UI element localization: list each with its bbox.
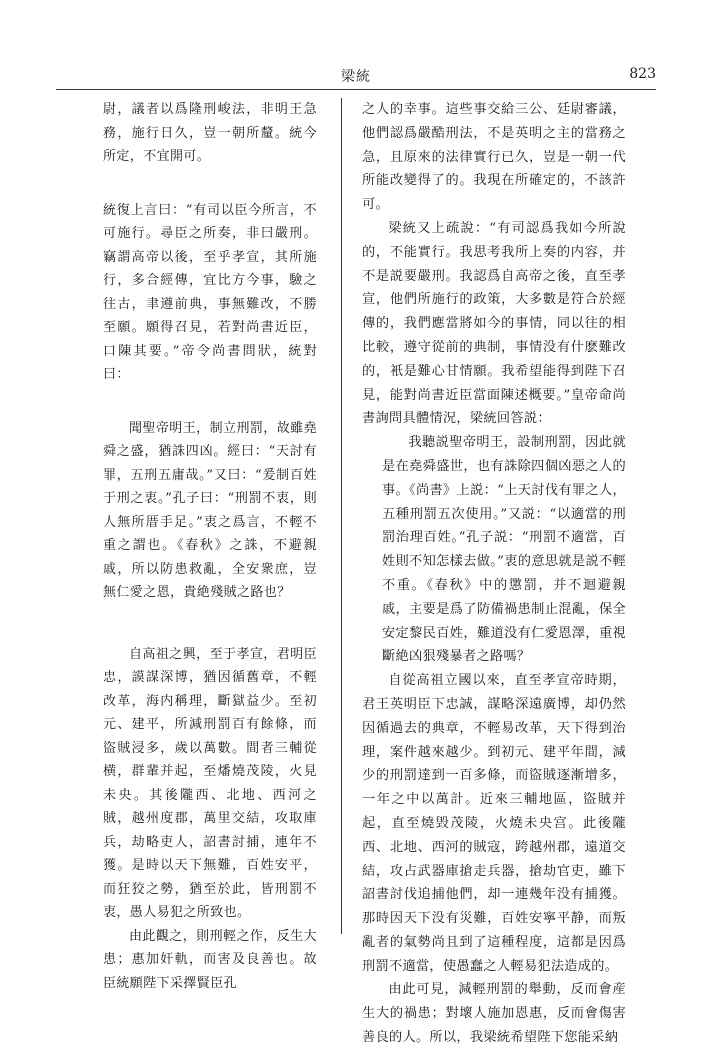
column-divider xyxy=(341,98,342,934)
classical-paragraph-1: 尉，議者以爲隆刑峻法，非明王急務，施行日久，豈一朝所釐。統今所定，不宜開可。 xyxy=(103,102,317,164)
page-number: 823 xyxy=(629,66,656,82)
translation-paragraph-1: 之人的幸事。這些事交給三公、廷尉審議，他們認爲嚴酷刑法，不是英明之主的當務之急，且原來的法律實行已久，豈是一朝一代所能改變得了的。我現在所確定的，不該許可。 xyxy=(362,102,626,213)
translation-paragraph-3: 我聽説聖帝明王，設制刑罰，因此就是在堯舜盛世，也有誅除四個凶惡之人的事。《尚書》上説：“上天討伐有罪之人，五種刑罰五次使用。”又説：“以適當的刑罰治理百姓。”孔子説：“刑罰不適當，百姓則不知怎樣去做。”衷的意思就是説不輕不重。《春秋》中的懲罰，并不迴避親戚，主要是爲了防備禍患制止混亂，保全安定黎民百姓，難道没有仁愛恩澤，重視斷絶凶狠殘暴者之路嗎？ xyxy=(382,435,626,665)
translation-paragraph-4: 自從高祖立國以來，直至孝宣帝時期，君王英明臣下忠誠，謀略深遠廣博，却仍然因循過去的典章，不輕易改革，天下得到治理，案件越來越少。到初元、建平年間，減少的刑罰達到一百多條，而盜賊逐漸增多，一年之中以萬計。近來三輔地區，盜賊并起，直至燒毁茂陵，火燒未央宫。此後隴西、北地、西河的賊寇，跨越州郡，遠道交結，攻占武器庫搶走兵器，搶劫官吏，雖下詔書討伐追捕他們，却一連幾年没有捕獲。那時因天下没有災難，百姓安寧平静，而叛亂者的氣勢尚且到了這種程度，這都是因爲刑罰不適當，使愚蠢之人輕易犯法造成的。 xyxy=(362,673,626,974)
header-rule xyxy=(56,89,656,90)
translation-column xyxy=(362,98,626,1046)
classical-paragraph-4: 自高祖之興，至于孝宣，君明臣忠，謨謀深博，猶因循舊章，不輕改革，海内稱理，斷獄益少。至初元、建平，所減刑罰百有餘條，而盜賊浸多，歲以萬數。間者三輔從横，群輩并起，至燔燒茂陵，火見未央。其後隴西、北地、西河之賊，越州度郡，萬里交結，攻取庫兵，劫略吏人，詔書討捕，連年不獲。是時以天下無難，百姓安平，而狂狡之勢，猶至於此，皆刑罰不衷，愚人易犯之所致也。 xyxy=(103,646,317,920)
translation-paragraph-2: 梁統又上疏說：“有司認爲我如今所說的，不能實行。我思考我所上奏的内容，并不是説要嚴刑。我認爲自高帝之後，直至孝宣，他們所施行的政策，大多數是符合於經傳的，我們應當將如今的事情，同以往的相比較，遵守從前的典制，事情没有什麽難改的，衹是難心甘情願。我希望能得到陛下召見，能對尚書近臣當面陳述概要。”皇帝命尚書詢問具體情況，梁統回答説： xyxy=(362,220,626,427)
running-title: 梁統 xyxy=(341,69,371,85)
translation-paragraph-5: 由此可見，減輕刑罰的舉動，反而會産生大的禍患；對壞人施加恩惠，反而會傷害善良的人。所以，我梁統希望陛下您能采納 xyxy=(362,982,626,1046)
classical-paragraph-5: 由此觀之，則刑輕之作，反生大患；惠加奸軌，而害及良善也。故臣統願陛下采擇賢臣孔 xyxy=(103,928,317,991)
classical-paragraph-2: 統復上言曰：“有司以臣今所言，不可施行。尋臣之所奏，非曰嚴刑。竊謂高帝以後，至乎孝宣，其所施行，多合經傳，宜比方今事，驗之往古，聿遵前典，事無難改，不勝至願。願得召見，若對尚書近臣，口陳其要。”帝令尚書問狀，統對曰： xyxy=(103,202,317,382)
classical-text-column xyxy=(103,98,317,991)
page-header xyxy=(56,66,656,88)
classical-paragraph-3: 聞聖帝明王，制立刑罰，故雖堯舜之盛，猶誅四凶。經曰：“天討有罪，五刑五庸哉。”又曰：“爰制百姓于刑之衷。”孔子曰：“刑罰不衷，則人無所厝手足。”衷之爲言，不輕不重之謂也。《春秋》之誅，不避親戚，所以防患救亂，全安衆庶，豈無仁愛之恩，貴絶殘賊之路也？ xyxy=(103,420,317,600)
